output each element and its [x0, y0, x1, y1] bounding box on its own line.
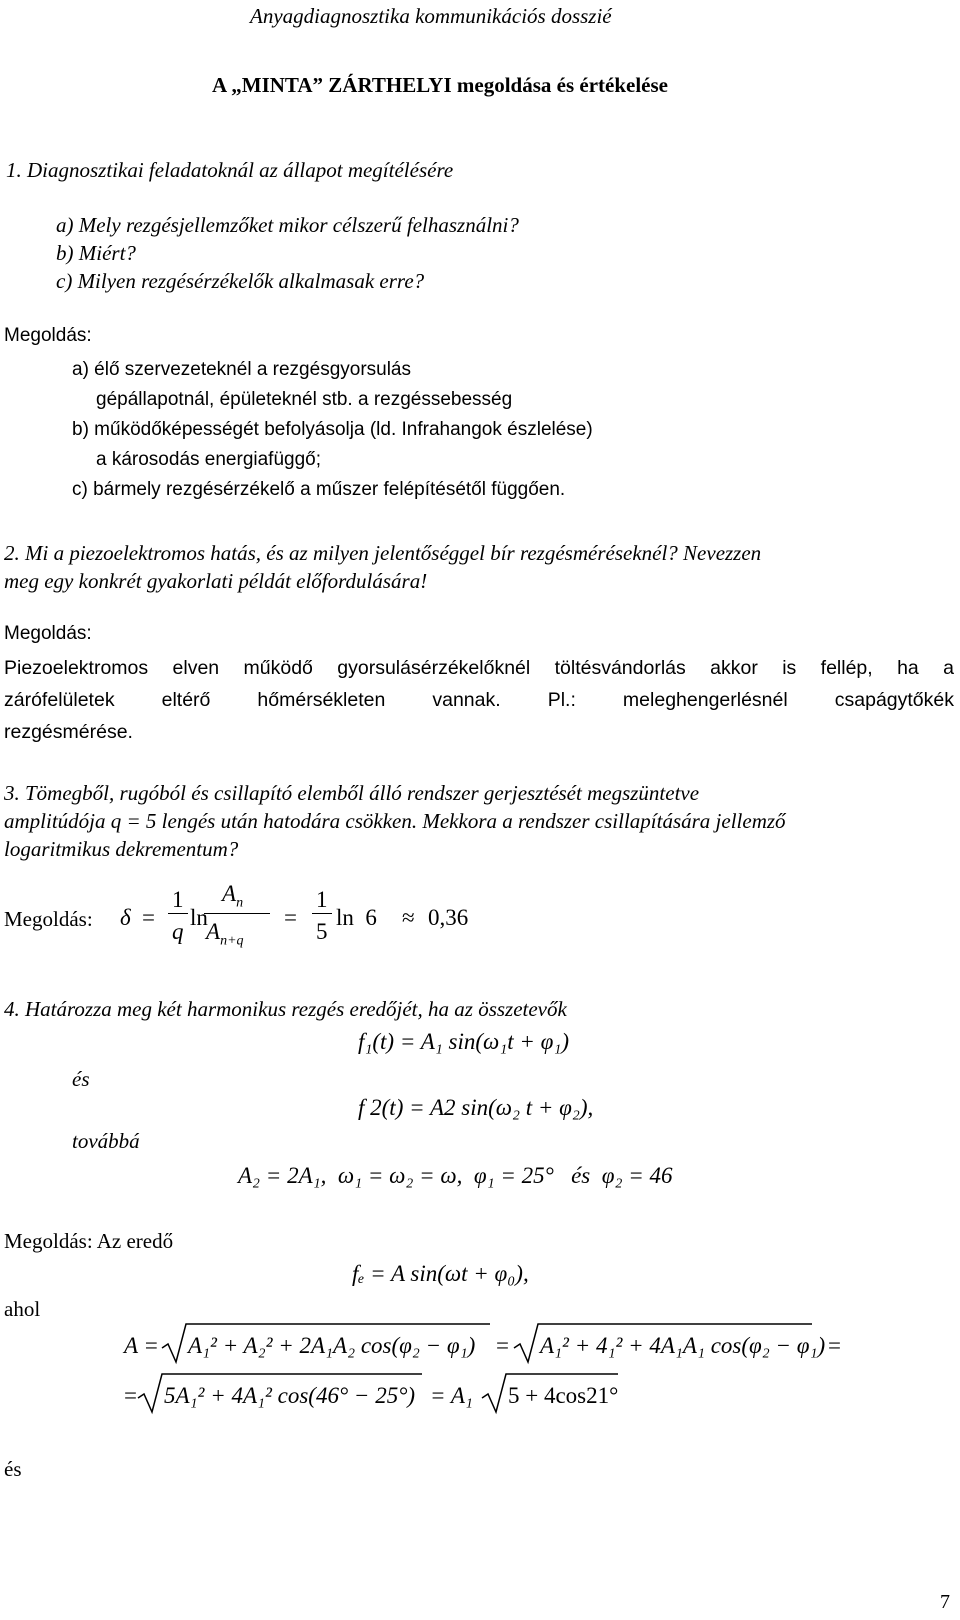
A-line2-equals: = [124, 1383, 137, 1408]
q3-question-line: amplitúdója q = 5 lengés után hatodára csökken. Mekkora a rendszer csillapítására jellemző [4, 809, 786, 833]
q1-item-c: c) Milyen rezgésérzékelők alkalmasak erre? [56, 269, 425, 293]
A-line1-radicand: A₁² + A₂² + 2A₁A₂ cos(φ₂ − φ₁) [188, 1333, 476, 1358]
q4-ahol-label: ahol [4, 1297, 41, 1321]
fraction-bar [204, 913, 270, 914]
page-number: 7 [940, 1591, 950, 1613]
fraction-bar [168, 913, 188, 914]
formula-denominator-q: q [172, 919, 184, 944]
final-es-label: és [4, 1457, 22, 1481]
q2-solution-line: rezgésmérése. [4, 721, 133, 743]
q4-f1-equation: f₁(t) = A₁ sin(ω₁t + φ₁) [358, 1029, 570, 1054]
formula-numerator-one: 1 [316, 887, 328, 912]
q2-solution-label: Megoldás: [4, 623, 92, 644]
q1-item-a: a) Mely rezgésjellemzőket mikor célszerű felhasználni? [56, 213, 519, 237]
q3-question-line: logaritmikus dekrementum? [4, 837, 239, 861]
q2-question-line: 2. Mi a piezoelektromos hatás, és az milyen jelentőséggel bír rezgésméréseknél? Nevezzen [4, 541, 762, 565]
q2-solution-line: Piezoelektromos elven működő gyorsulásérzékelőknél töltésvándorlás akkor is fellép, ha a [4, 657, 954, 679]
formula-An: $A_n$ [222, 881, 244, 911]
A-line1-end-equals: = [828, 1333, 841, 1358]
q1-solution-line: b) működőképességét befolyásolja (ld. Infrahangok észlelése) [72, 419, 593, 440]
formula-equals: = [284, 905, 297, 930]
q1-item-b: b) Miért? [56, 241, 136, 265]
A-line2-radicand: 5A₁² + 4A₁² cos(46° − 25°) [164, 1383, 416, 1408]
formula-denominator-five: 5 [316, 919, 328, 944]
q1-solution-line: c) bármely rezgésérzékelő a műszer felépítésétől függően. [72, 479, 566, 500]
formula-numerator-one: 1 [172, 887, 184, 912]
A-line1-lhs: A = [124, 1333, 159, 1358]
A-line1-radicand: A₁² + 4₁² + 4A₁A₁ cos(φ₂ − φ₁) [540, 1333, 826, 1358]
running-header: Anyagdiagnosztika kommunikációs dosszié [250, 4, 612, 28]
q2-question-line: meg egy konkrét gyakorlati példát előfordulására! [4, 569, 428, 593]
q4-f2-equation: f 2(t) = A2 sin(ω₂ t + φ₂), [358, 1095, 594, 1120]
q4-params: A₂ = 2A₁, ω₁ = ω₂ = ω, φ₁ = 25° és φ₂ = 46 [238, 1163, 673, 1188]
A-line2-mid: = A₁ [430, 1383, 473, 1408]
q1-question: 1. Diagnosztikai feladatoknál az állapot megítélésére [6, 158, 454, 182]
q4-solution-label: Megoldás: Az eredő [4, 1229, 174, 1253]
q4-es-label: és [72, 1067, 90, 1091]
q1-solution-line: a) élő szervezeteknél a rezgésgyorsulás [72, 359, 412, 380]
fraction-bar [312, 913, 332, 914]
q3-question-line: 3. Tömegből, rugóból és csillapító elemből álló rendszer gerjesztését megszüntetve [4, 781, 700, 805]
q4-question: 4. Határozza meg két harmonikus rezgés eredőjét, ha az összetevők [4, 997, 567, 1021]
page-title: A „MINTA” ZÁRTHELYI megoldása és értékelése [212, 73, 668, 97]
q3-solution-label: Megoldás: [4, 907, 93, 931]
A-line1-equals: = [496, 1333, 509, 1358]
q4-fe-equation: fₑ = A sin(ωt + φ₀), [352, 1261, 529, 1286]
q1-solution-line: a károsodás energiafüggő; [96, 449, 321, 470]
formula-equals: = [142, 905, 155, 930]
formula-delta: δ [120, 905, 131, 930]
q4-tovabba-label: továbbá [72, 1129, 140, 1153]
q1-solution-line: gépállapotnál, épületeknél stb. a rezgéssebesség [96, 389, 513, 410]
formula-approx: ≈ [402, 905, 415, 930]
formula-result: 0,36 [428, 905, 469, 930]
A-line2-radicand: 5 + 4cos21° [508, 1383, 619, 1408]
formula-ln6: ln 6 [336, 905, 377, 930]
q1-solution-label: Megoldás: [4, 325, 92, 346]
q2-solution-line: zárófelületek eltérő hőmérsékleten vannak. Pl.: meleghengerlésnél csapágytőkék [4, 689, 954, 711]
formula-ln: ln [190, 905, 208, 930]
formula-Anq: $A_{n+q}$ [206, 919, 244, 949]
